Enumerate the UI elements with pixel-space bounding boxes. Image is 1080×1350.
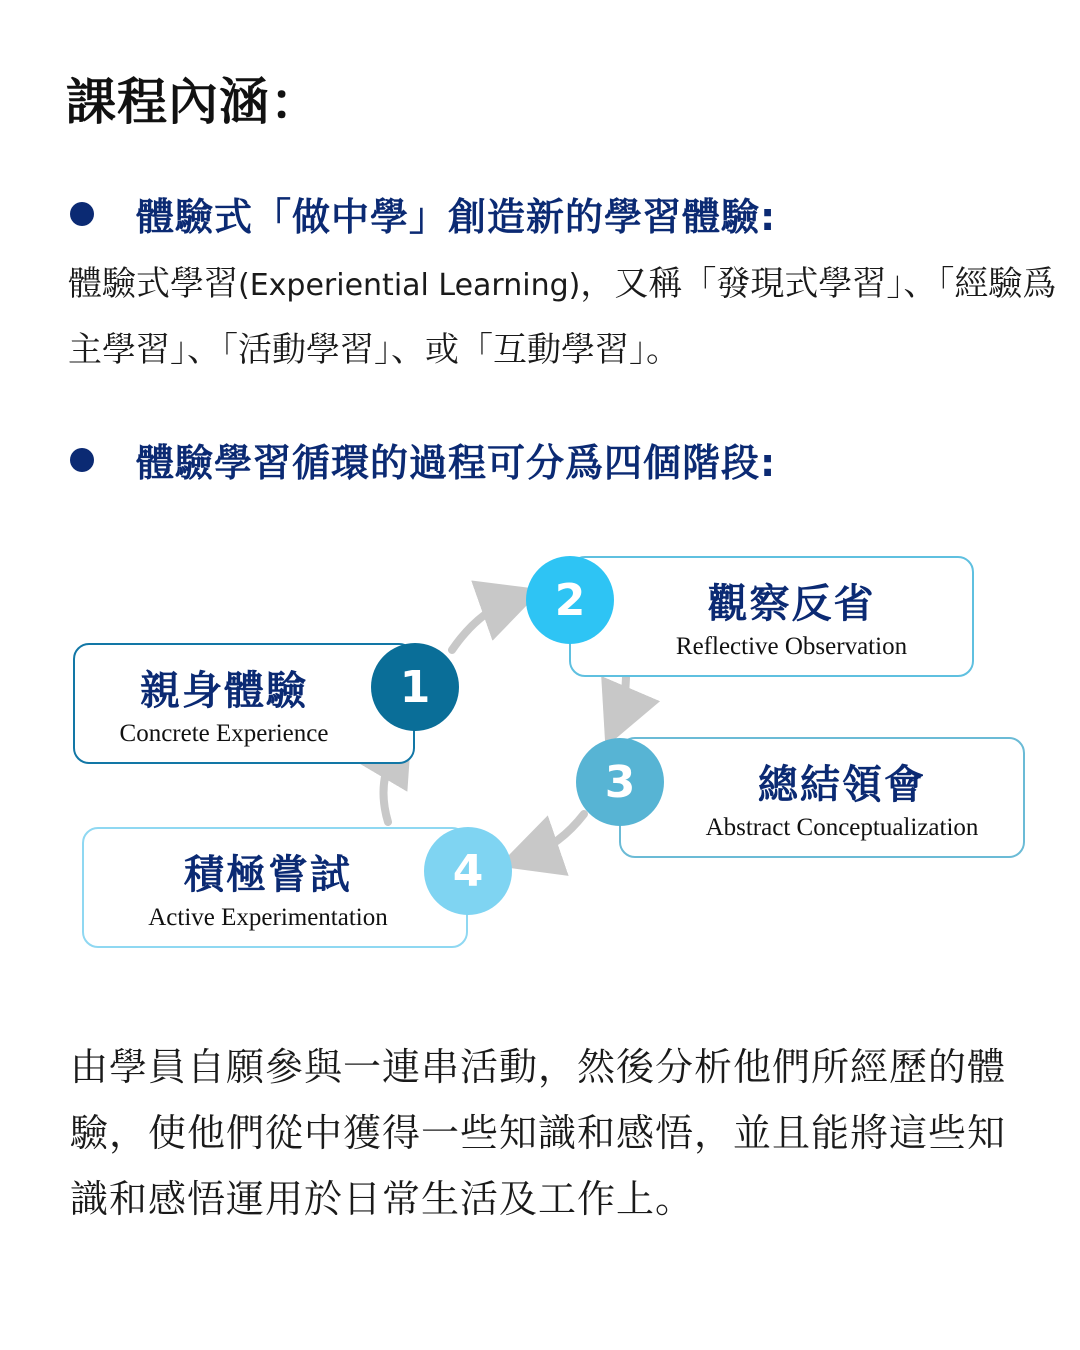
stage-4-subtitle: Active Experimentation xyxy=(148,904,388,931)
stage-box-abstract-conceptualization xyxy=(619,737,1025,858)
stage-3-number-badge: 3 xyxy=(576,738,664,826)
stage-1-title: 親身體驗 xyxy=(139,668,308,714)
stage-box-reflective-observation xyxy=(569,556,974,677)
bullet-heading-1-text: 體驗式「做中學」創造新的學習體驗: xyxy=(136,195,777,239)
bullet-dot-icon xyxy=(70,448,94,472)
bullet-heading-2 xyxy=(70,432,776,487)
intro-text-2: ，又稱「發現式學習」、「經驗爲主學習」、「活動學習」、或「互動學習」。 xyxy=(68,264,1057,370)
bullet-heading-1 xyxy=(70,186,776,241)
arrow-1-to-2 xyxy=(452,600,512,650)
stage-box-active-experimentation xyxy=(82,827,468,948)
stage-3-subtitle: Abstract Conceptualization xyxy=(705,814,979,841)
stage-3-title: 總結領會 xyxy=(757,762,926,808)
intro-paragraph xyxy=(68,252,1058,382)
stage-4-number-badge: 4 xyxy=(424,827,512,915)
stage-2-number-badge: 2 xyxy=(526,556,614,644)
intro-term: (Experiential Learning) xyxy=(238,268,581,303)
stage-2-title: 觀察反省 xyxy=(707,581,876,627)
stage-box-concrete-experience xyxy=(73,643,415,764)
stage-2-subtitle: Reflective Observation xyxy=(675,633,908,660)
bullet-heading-2-text: 體驗學習循環的過程可分爲四個階段: xyxy=(136,441,777,485)
closing-paragraph: 由學員自願參與一連串活動，然後分析他們所經歷的體驗，使他們從中獲得一些知識和感悟，並且能將這些知識和感悟運用於日常生活及工作上。 xyxy=(70,1045,1007,1221)
page-title: 課程內涵： xyxy=(66,73,321,131)
arrow-3-to-4 xyxy=(528,814,584,856)
stage-4-title: 積極嘗試 xyxy=(183,852,352,898)
intro-text-1: 體驗式學習 xyxy=(68,264,238,304)
stage-1-number-badge: 1 xyxy=(371,643,459,731)
stage-1-subtitle: Concrete Experience xyxy=(119,720,329,747)
bullet-dot-icon xyxy=(70,202,94,226)
